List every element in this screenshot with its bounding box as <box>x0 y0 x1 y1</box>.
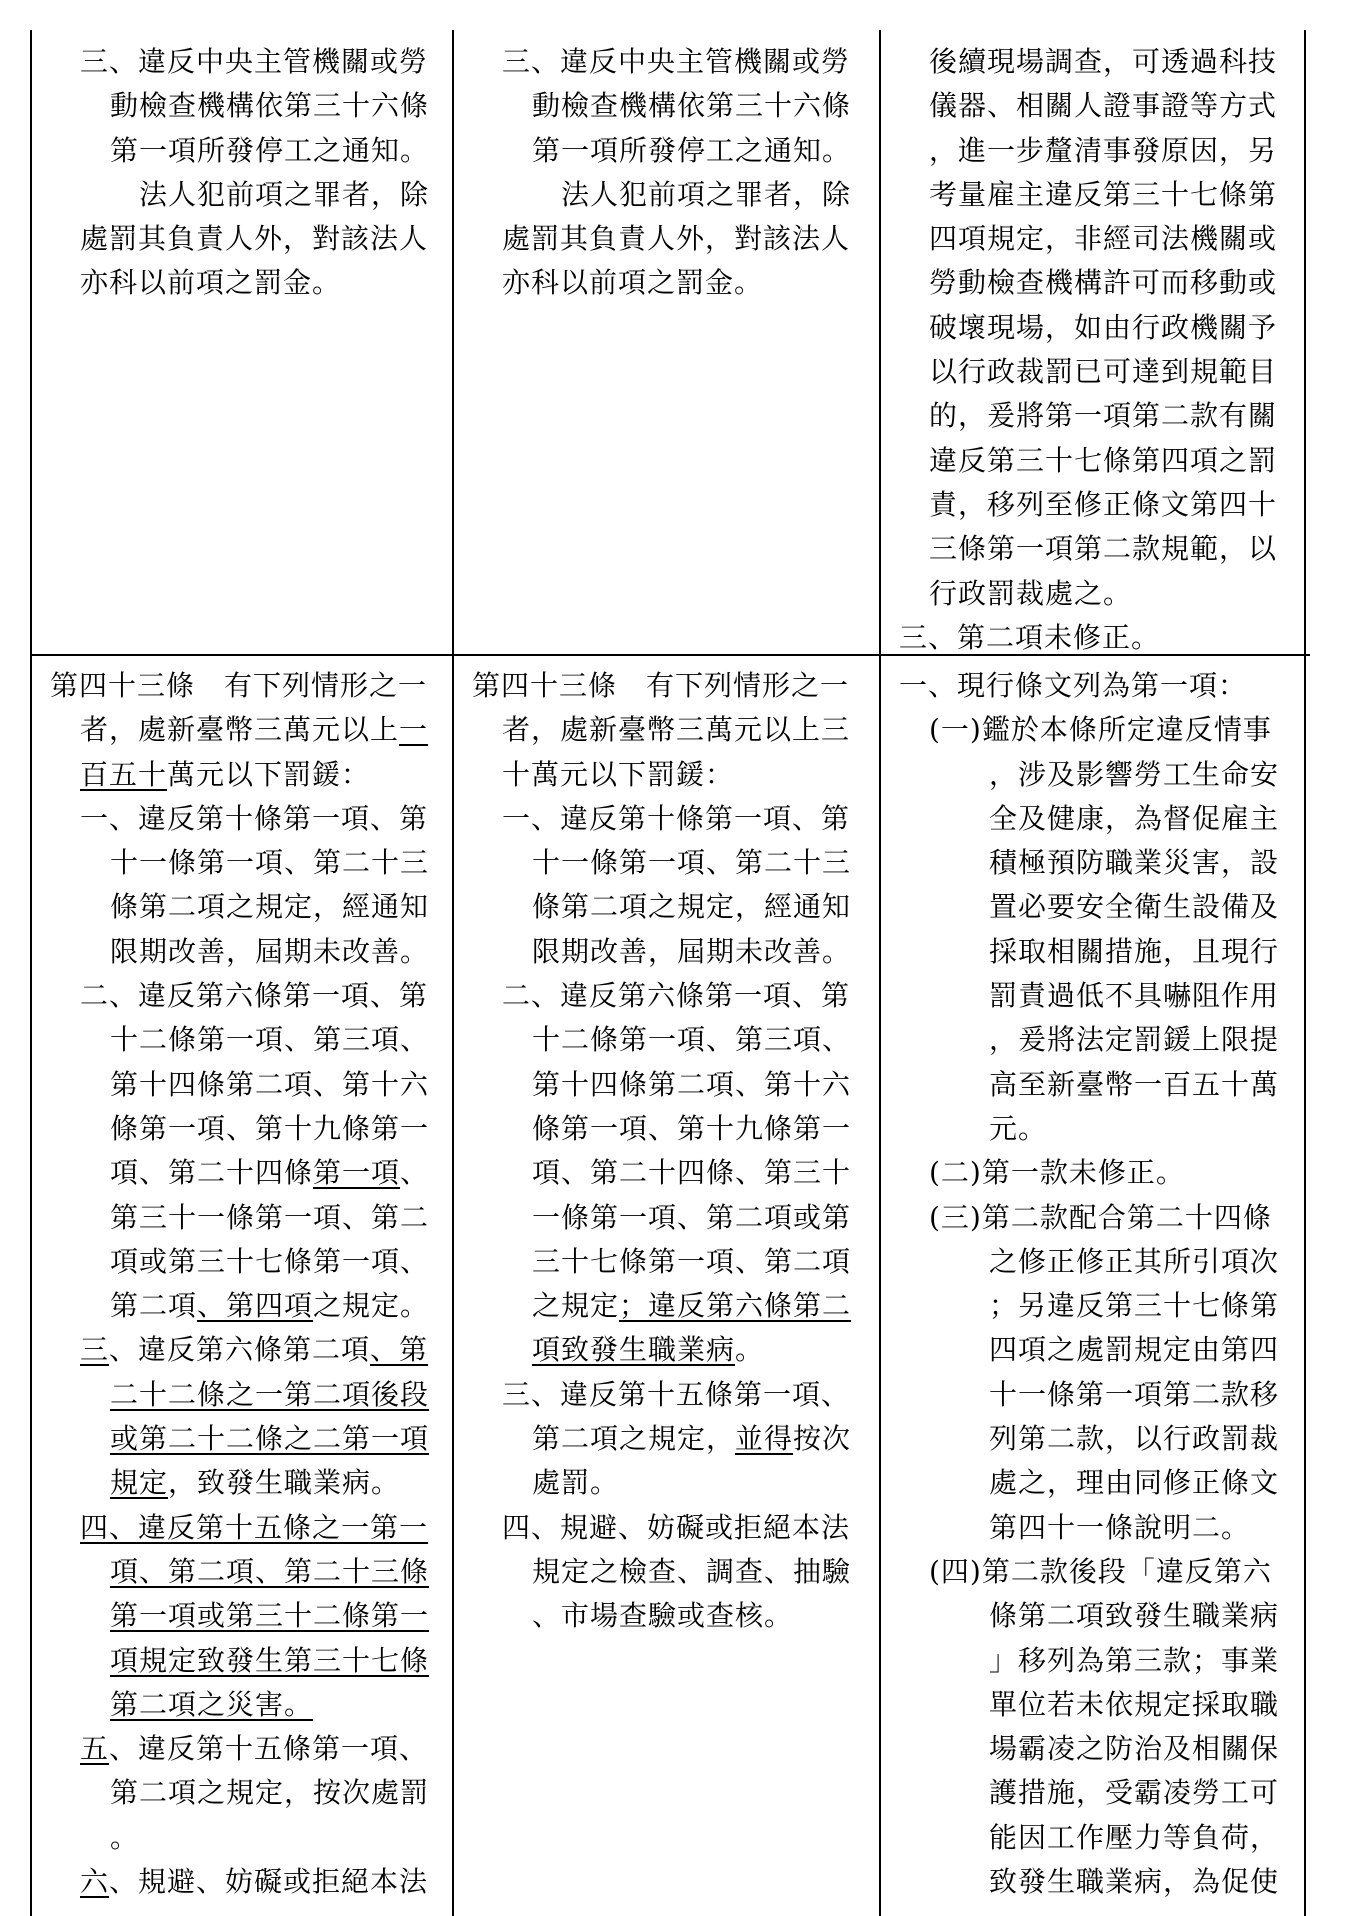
text-line <box>454 1506 877 1550</box>
text-run: 第一項所發停工之通知。 <box>532 133 852 167</box>
amended-text-underlined: 並得 <box>735 1422 794 1456</box>
text-run: 條第二項之規定，經通知 <box>532 890 852 924</box>
amended-text-underlined: 五 <box>80 1732 110 1766</box>
text-line <box>881 616 1302 652</box>
amended-text-underlined: 、第四項 <box>197 1289 314 1323</box>
text-line <box>32 217 450 261</box>
text-line <box>454 1461 877 1505</box>
text-run: 法人犯前項之罪者，除 <box>532 177 852 211</box>
text-line <box>881 527 1302 571</box>
amended-text-underlined: 、第 <box>370 1333 429 1367</box>
text-line <box>32 129 450 173</box>
text-run: ，涉及影響勞工生命安 <box>989 757 1280 791</box>
text-line <box>881 129 1302 173</box>
text-run: 三條第一項第二款規範，以 <box>929 532 1278 566</box>
text-run: 第四十一條說明二。 <box>989 1510 1251 1544</box>
text-line <box>454 84 877 128</box>
text-line <box>881 1284 1302 1328</box>
text-run: 違反第三十七條第四項之罰 <box>929 443 1278 477</box>
text-run: 第十四條第二項、第十六 <box>110 1067 430 1101</box>
text-run: 第三十一條第一項、第二 <box>110 1200 430 1234</box>
text-line <box>881 1417 1302 1461</box>
amended-text-underlined: 或第二十二條之二第一項 <box>110 1422 430 1456</box>
text-line <box>32 708 450 752</box>
text-run: 者，處新臺幣三萬元以上三 <box>502 713 851 747</box>
text-line <box>32 1639 450 1683</box>
text-run: 處罰其負責人外，對該法人 <box>502 222 851 256</box>
text-line <box>454 173 877 217</box>
text-line <box>881 1151 1302 1195</box>
text-line <box>881 974 1302 1018</box>
text-run: 的，爰將第一項第二款有關 <box>929 399 1278 433</box>
text-line <box>881 1107 1302 1151</box>
text-line <box>32 1860 450 1904</box>
text-line <box>881 572 1302 616</box>
amended-text-underlined: 百五十 <box>80 757 168 791</box>
text-line <box>454 974 877 1018</box>
text-run: ，進一步釐清事發原因，另 <box>929 133 1278 167</box>
text-run: 、違反第六條第二項 <box>109 1333 371 1367</box>
text-run: 第二項 <box>110 1289 198 1323</box>
text-line <box>881 1506 1302 1550</box>
text-run: (一)鑑於本條所定違反情事 <box>929 713 1272 747</box>
text-run: 十二條第一項、第三項、 <box>110 1023 430 1057</box>
text-line <box>32 1461 450 1505</box>
text-run: 者，處新臺幣三萬元以上 <box>80 713 400 747</box>
text-line <box>881 797 1302 841</box>
text-line <box>881 306 1302 350</box>
text-line <box>32 1240 450 1284</box>
text-run: 護措施，受霸凌勞工可 <box>989 1776 1280 1810</box>
text-line <box>881 84 1302 128</box>
text-run: (三)第二款配合第二十四條 <box>929 1200 1272 1234</box>
text-run: 勞動檢查機構許可而移動或 <box>929 266 1278 300</box>
text-run: 罰責過低不具嚇阻作用 <box>989 979 1280 1013</box>
text-run: 十一條第一項第二款移 <box>989 1377 1280 1411</box>
text-run: 項、第二十四條、第三十 <box>532 1156 852 1190</box>
amended-text-underlined: 三 <box>80 1333 110 1367</box>
amended-text-underlined: ；違反第六條第二 <box>619 1289 852 1323</box>
text-line <box>454 1063 877 1107</box>
text-line <box>881 1018 1302 1062</box>
text-run: 第十四條第二項、第十六 <box>532 1067 852 1101</box>
text-line <box>454 1240 877 1284</box>
text-line <box>881 173 1302 217</box>
text-line <box>881 1550 1302 1594</box>
text-run: 第一項所發停工之通知。 <box>110 133 430 167</box>
text-run: 積極預防職業災害，設 <box>989 846 1280 880</box>
text-run: 之規定。 <box>313 1289 430 1323</box>
text-run: (四)第二款後段「違反第六 <box>929 1554 1272 1588</box>
text-line <box>32 173 450 217</box>
text-run: 三、違反中央主管機關或勞 <box>80 45 429 78</box>
text-run: 責，移列至修正條文第四十 <box>929 487 1278 521</box>
text-line <box>454 797 877 841</box>
text-run: 能因工作壓力等負荷， <box>989 1820 1280 1854</box>
text-line <box>881 664 1302 708</box>
text-run: 項或第三十七條第一項、 <box>110 1244 430 1278</box>
text-run: 限期改善，屆期未改善。 <box>110 934 430 968</box>
text-line <box>881 885 1302 929</box>
amended-text-underlined: 一 <box>399 713 429 747</box>
text-run: (二)第一款未修正。 <box>929 1156 1185 1190</box>
row-2-amended-text-cell <box>32 664 450 1916</box>
text-line <box>32 1506 450 1550</box>
text-run: 處之，理由同修正條文 <box>989 1466 1280 1500</box>
text-line <box>881 217 1302 261</box>
text-line <box>32 1727 450 1771</box>
text-run: 按次 <box>793 1422 852 1456</box>
row-1-explanation-cell <box>881 40 1302 652</box>
text-run: 一、違反第十條第一項、第 <box>502 801 851 835</box>
text-run: 一、現行條文列為第一項： <box>899 669 1248 702</box>
row-2-current-text-cell <box>454 664 877 1916</box>
text-run: 四項之處罰規定由第四 <box>989 1333 1280 1367</box>
text-line <box>454 1107 877 1151</box>
text-run: ；另違反第三十七條第 <box>989 1289 1280 1323</box>
text-line <box>32 1151 450 1195</box>
text-run: 條第二項之規定，經通知 <box>110 890 430 924</box>
text-run: 條第一項、第十九條第一 <box>110 1111 430 1145</box>
amended-text-underlined: 項規定致發生第三十七條 <box>110 1643 430 1677</box>
row-1-current-text-cell <box>454 40 877 652</box>
text-line <box>32 1063 450 1107</box>
text-line <box>881 439 1302 483</box>
text-line <box>881 1196 1302 1240</box>
text-line <box>454 1417 877 1461</box>
text-run: 全及健康，為督促雇主 <box>989 801 1280 835</box>
row-1-amended-text-cell <box>32 40 450 652</box>
text-run: 四、規避、妨礙或拒絕本法 <box>502 1510 851 1544</box>
text-line <box>454 885 877 929</box>
text-line <box>454 261 877 305</box>
text-line <box>32 40 450 84</box>
text-run: 。 <box>735 1333 765 1367</box>
text-run: 動檢查機構依第三十六條 <box>110 89 430 123</box>
text-run: 二、違反第六條第一項、第 <box>80 979 429 1013</box>
text-run: 三、違反中央主管機關或勞 <box>502 45 851 78</box>
text-run: 考量雇主違反第三十七條第 <box>929 177 1278 211</box>
text-line <box>454 708 877 752</box>
text-run: 一、違反第十條第一項、第 <box>80 801 429 835</box>
text-run: 列第二款，以行政罰裁 <box>989 1422 1280 1456</box>
text-line <box>881 1683 1302 1727</box>
text-line <box>881 1328 1302 1372</box>
text-line <box>881 1771 1302 1815</box>
text-line <box>32 753 450 797</box>
text-run: 、違反第十五條第一項、 <box>109 1732 429 1766</box>
text-run: 限期改善，屆期未改善。 <box>532 934 852 968</box>
amended-text-underlined: 四、違反第十五條之一第一 <box>80 1510 429 1544</box>
text-line <box>32 1373 450 1417</box>
text-line <box>32 1018 450 1062</box>
text-run: 四項規定，非經司法機關或 <box>929 222 1278 256</box>
amended-text-underlined: 項、第二項、第二十三條 <box>110 1554 430 1588</box>
text-run: 」移列為第三款；事業 <box>989 1643 1280 1677</box>
text-line <box>881 1816 1302 1860</box>
text-line <box>32 1284 450 1328</box>
text-line <box>881 483 1302 527</box>
text-line <box>881 1860 1302 1904</box>
text-line <box>32 1328 450 1372</box>
text-run: 第二項之規定，按次處罰 <box>110 1776 430 1810</box>
text-line <box>454 1328 877 1372</box>
text-line <box>881 1594 1302 1638</box>
text-line <box>881 394 1302 438</box>
text-run: 條第二項致發生職業病 <box>989 1599 1280 1633</box>
text-run: 致發生職業病，為促使 <box>989 1865 1280 1899</box>
text-line <box>454 1018 877 1062</box>
text-run: 條第一項、第十九條第一 <box>532 1111 852 1145</box>
text-run: 一條第一項、第二項或第 <box>532 1200 852 1234</box>
text-line <box>881 1727 1302 1771</box>
text-line <box>881 708 1302 752</box>
text-line <box>881 753 1302 797</box>
text-line <box>32 1107 450 1151</box>
amended-text-underlined: 規定 <box>110 1466 169 1500</box>
text-run: 元。 <box>989 1111 1048 1145</box>
text-run: 第二項之規定， <box>532 1422 736 1456</box>
text-run: 三、第二項未修正。 <box>899 620 1161 652</box>
amended-text-underlined: 第一項或第三十二條第一 <box>110 1599 430 1633</box>
text-run: 處罰其負責人外，對該法人 <box>80 222 429 256</box>
text-run: 採取相關措施，且現行 <box>989 934 1280 968</box>
text-run: 高至新臺幣一百五十萬 <box>989 1067 1280 1101</box>
text-run: 。 <box>110 1820 140 1854</box>
text-line <box>32 885 450 929</box>
text-line <box>454 217 877 261</box>
text-line <box>32 1683 450 1727</box>
text-run: 行政罰裁處之。 <box>929 576 1133 610</box>
text-line <box>454 1373 877 1417</box>
text-line <box>454 129 877 173</box>
text-line <box>454 40 877 84</box>
text-line <box>32 841 450 885</box>
text-line <box>454 930 877 974</box>
comparison-table <box>30 30 1310 1916</box>
text-line <box>881 261 1302 305</box>
text-run: 規定之檢查、調查、抽驗 <box>532 1554 852 1588</box>
text-line <box>32 84 450 128</box>
text-line <box>881 1240 1302 1284</box>
amended-text-underlined: 第一項 <box>313 1156 401 1190</box>
text-run: 二、違反第六條第一項、第 <box>502 979 851 1013</box>
text-line <box>881 930 1302 974</box>
text-line <box>32 664 450 708</box>
text-line <box>32 1594 450 1638</box>
text-run: 場霸凌之防治及相關保 <box>989 1732 1280 1766</box>
text-run: 十一條第一項、第二十三 <box>532 846 852 880</box>
text-run: 、市場查驗或查核。 <box>532 1599 794 1633</box>
text-line <box>32 930 450 974</box>
text-run: 萬元以下罰鍰： <box>167 757 371 791</box>
text-line <box>32 1771 450 1815</box>
text-run: 單位若未依規定採取職 <box>989 1687 1280 1721</box>
text-run: 三、違反第十五條第一項、 <box>502 1377 851 1411</box>
text-line <box>454 1196 877 1240</box>
text-line <box>881 40 1302 84</box>
text-line <box>32 797 450 841</box>
table-border-right <box>1304 30 1306 1916</box>
text-line <box>454 1284 877 1328</box>
text-run: 三十七條第一項、第二項 <box>532 1244 852 1278</box>
text-run: 儀器、相關人證事證等方式 <box>929 89 1278 123</box>
text-line <box>454 1151 877 1195</box>
text-run: 之修正修正其所引項次 <box>989 1244 1280 1278</box>
text-run: 、 <box>400 1156 430 1190</box>
text-line <box>881 1373 1302 1417</box>
text-run: 之規定 <box>532 1289 620 1323</box>
text-run: 十萬元以下罰鍰： <box>502 757 735 791</box>
text-run: 項、第二十四條 <box>110 1156 314 1190</box>
text-line <box>881 1063 1302 1107</box>
text-run: 後續現場調查，可透過科技 <box>929 45 1278 78</box>
text-line <box>32 261 450 305</box>
text-line <box>454 1550 877 1594</box>
text-run: 、規避、妨礙或拒絕本法 <box>109 1865 429 1899</box>
text-line <box>881 1461 1302 1505</box>
text-run: 置必要安全衛生設備及 <box>989 890 1280 924</box>
amended-text-underlined: 第二項之災害。 <box>110 1687 314 1721</box>
text-run: 亦科以前項之罰金。 <box>80 266 342 300</box>
text-line <box>32 1196 450 1240</box>
text-run: 以行政裁罰已可達到規範目 <box>929 355 1278 389</box>
text-run: ，爰將法定罰鍰上限提 <box>989 1023 1280 1057</box>
text-run: 十一條第一項、第二十三 <box>110 846 430 880</box>
text-line <box>32 1816 450 1860</box>
row-divider <box>30 654 1310 656</box>
text-line <box>32 1417 450 1461</box>
text-run: 亦科以前項之罰金。 <box>502 266 764 300</box>
text-line <box>454 753 877 797</box>
text-line <box>454 664 877 708</box>
text-line <box>32 974 450 1018</box>
text-run: 動檢查機構依第三十六條 <box>532 89 852 123</box>
amended-text-underlined: 項致發生職業病 <box>532 1333 736 1367</box>
row-2-explanation-cell <box>881 664 1302 1916</box>
text-line <box>454 1594 877 1638</box>
text-run: ，致發生職業病。 <box>168 1466 401 1500</box>
text-line <box>32 1550 450 1594</box>
text-run: 第四十三條 有下列情形之一 <box>50 669 428 702</box>
text-run: 十二條第一項、第三項、 <box>532 1023 852 1057</box>
text-line <box>881 350 1302 394</box>
text-line <box>881 1639 1302 1683</box>
text-run: 法人犯前項之罪者，除 <box>110 177 430 211</box>
text-line <box>454 841 877 885</box>
text-run: 破壞現場，如由行政機關予 <box>929 310 1278 344</box>
amended-text-underlined: 六 <box>80 1865 110 1899</box>
text-run: 第四十三條 有下列情形之一 <box>472 669 850 702</box>
amended-text-underlined: 二十二條之一第二項後段 <box>110 1377 430 1411</box>
text-run: 處罰。 <box>532 1466 620 1500</box>
text-line <box>881 841 1302 885</box>
